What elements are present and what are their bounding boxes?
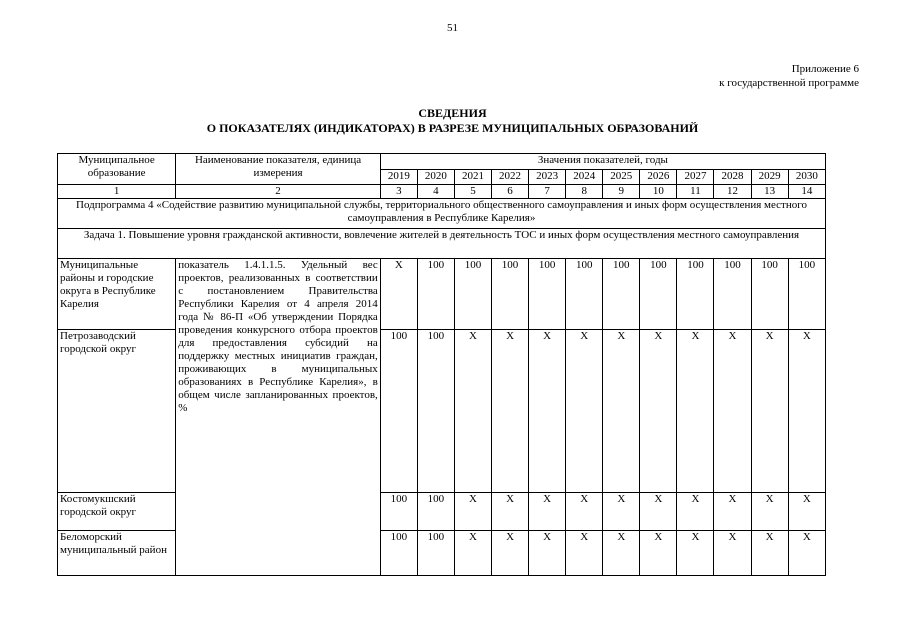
value-cell: 100 bbox=[454, 259, 491, 330]
value-cell: X bbox=[640, 531, 677, 576]
municipality-cell: Муниципальные районы и городские округа в Республике Карелия bbox=[58, 259, 176, 330]
value-cell: 100 bbox=[714, 259, 751, 330]
header-year-cell: 2027 bbox=[677, 170, 714, 185]
value-cell: X bbox=[751, 330, 788, 493]
column-number-cell: 2 bbox=[176, 185, 381, 199]
header-year-cell: 2026 bbox=[640, 170, 677, 185]
column-number-cell: 5 bbox=[454, 185, 491, 199]
value-cell: 100 bbox=[417, 493, 454, 531]
column-number-cell: 10 bbox=[640, 185, 677, 199]
appendix-line-2: к государственной программе bbox=[719, 77, 859, 89]
task-row: Задача 1. Повышение уровня гражданской активности, вовлечение жителей в деятельность ТОС и иных форм осуществления местного самоуправления bbox=[58, 229, 826, 259]
header-year-cell: 2025 bbox=[603, 170, 640, 185]
header-year-cell: 2020 bbox=[417, 170, 454, 185]
value-cell: X bbox=[566, 330, 603, 493]
value-cell: 100 bbox=[640, 259, 677, 330]
column-numbers-row bbox=[58, 185, 826, 199]
value-cell: X bbox=[529, 493, 566, 531]
header-year-cell: 2019 bbox=[380, 170, 417, 185]
value-cell: X bbox=[603, 493, 640, 531]
value-cell: X bbox=[714, 330, 751, 493]
header-municipality: Муниципальное образование bbox=[58, 154, 176, 185]
value-cell: X bbox=[788, 330, 825, 493]
value-cell: X bbox=[566, 531, 603, 576]
value-cell: 100 bbox=[417, 330, 454, 493]
header-year-cell: 2030 bbox=[788, 170, 825, 185]
value-cell: X bbox=[603, 531, 640, 576]
page-number: 51 bbox=[447, 22, 458, 34]
value-cell: X bbox=[788, 531, 825, 576]
value-cell: X bbox=[714, 493, 751, 531]
column-number-cell: 13 bbox=[751, 185, 788, 199]
indicator-cell: показатель 1.4.1.1.5. Удельный вес проектов, реализованных в соответствии с постановлением Правительства Республики Карелия от 4 апреля 2014 года № 86-П «Об утверждении Порядка проведения конкурсного отбора проектов для предоставления субсидий на поддержку местных инициатив граждан, проживающих в муниципальных образованиях в Республике Карелия», в общем числе запланированных проектов, % bbox=[176, 259, 381, 576]
value-cell: X bbox=[380, 259, 417, 330]
value-cell: 100 bbox=[417, 259, 454, 330]
value-cell: X bbox=[492, 493, 529, 531]
municipality-cell: Костомукшский городской округ bbox=[58, 493, 176, 531]
column-number-cell: 11 bbox=[677, 185, 714, 199]
value-cell: X bbox=[677, 493, 714, 531]
appendix-note bbox=[719, 62, 859, 90]
value-cell: X bbox=[492, 531, 529, 576]
column-number-cell: 14 bbox=[788, 185, 825, 199]
column-number-cell: 1 bbox=[58, 185, 176, 199]
header-year-cell: 2028 bbox=[714, 170, 751, 185]
value-cell: X bbox=[454, 330, 491, 493]
value-cell: X bbox=[677, 330, 714, 493]
value-cell: 100 bbox=[380, 330, 417, 493]
table-row bbox=[58, 259, 826, 330]
table-row bbox=[58, 531, 826, 576]
header-year-cell: 2029 bbox=[751, 170, 788, 185]
column-number-cell: 8 bbox=[566, 185, 603, 199]
value-cell: X bbox=[454, 493, 491, 531]
value-cell: X bbox=[751, 493, 788, 531]
value-cell: X bbox=[529, 330, 566, 493]
table-row bbox=[58, 493, 826, 531]
document-title bbox=[0, 106, 905, 136]
column-number-cell: 6 bbox=[492, 185, 529, 199]
header-year-cell: 2023 bbox=[529, 170, 566, 185]
title-line-1: СВЕДЕНИЯ bbox=[418, 106, 487, 120]
subprogram-row: Подпрограмма 4 «Содействие развитию муниципальной службы, территориального общественного самоуправления и иных форм осуществления местного самоуправления в Республике Карелия» bbox=[58, 199, 826, 229]
table-row bbox=[58, 330, 826, 493]
appendix-line-1: Приложение 6 bbox=[791, 63, 859, 75]
value-cell: 100 bbox=[603, 259, 640, 330]
value-cell: 100 bbox=[380, 493, 417, 531]
value-cell: 100 bbox=[380, 531, 417, 576]
value-cell: X bbox=[566, 493, 603, 531]
header-indicator: Наименование показателя, единица измерения bbox=[176, 154, 381, 185]
value-cell: 100 bbox=[788, 259, 825, 330]
municipality-cell: Беломорский муниципальный район bbox=[58, 531, 176, 576]
value-cell: X bbox=[603, 330, 640, 493]
value-cell: X bbox=[714, 531, 751, 576]
column-number-cell: 12 bbox=[714, 185, 751, 199]
title-line-2: О ПОКАЗАТЕЛЯХ (ИНДИКАТОРАХ) В РАЗРЕЗЕ МУНИЦИПАЛЬНЫХ ОБРАЗОВАНИЙ bbox=[206, 121, 699, 135]
value-cell: 100 bbox=[529, 259, 566, 330]
municipality-cell: Петрозаводский городской округ bbox=[58, 330, 176, 493]
value-cell: 100 bbox=[566, 259, 603, 330]
column-number-cell: 7 bbox=[529, 185, 566, 199]
value-cell: X bbox=[640, 493, 677, 531]
value-cell: X bbox=[529, 531, 566, 576]
value-cell: X bbox=[751, 531, 788, 576]
header-year-cell: 2024 bbox=[566, 170, 603, 185]
header-year-cell: 2022 bbox=[492, 170, 529, 185]
value-cell: 100 bbox=[492, 259, 529, 330]
value-cell: X bbox=[454, 531, 491, 576]
header-year-cell: 2021 bbox=[454, 170, 491, 185]
value-cell: 100 bbox=[677, 259, 714, 330]
value-cell: 100 bbox=[751, 259, 788, 330]
value-cell: X bbox=[788, 493, 825, 531]
value-cell: X bbox=[640, 330, 677, 493]
header-values-group: Значения показателей, годы bbox=[380, 154, 825, 170]
indicators-table bbox=[57, 153, 826, 576]
value-cell: 100 bbox=[417, 531, 454, 576]
value-cell: X bbox=[677, 531, 714, 576]
column-number-cell: 3 bbox=[380, 185, 417, 199]
column-number-cell: 9 bbox=[603, 185, 640, 199]
column-number-cell: 4 bbox=[417, 185, 454, 199]
value-cell: X bbox=[492, 330, 529, 493]
